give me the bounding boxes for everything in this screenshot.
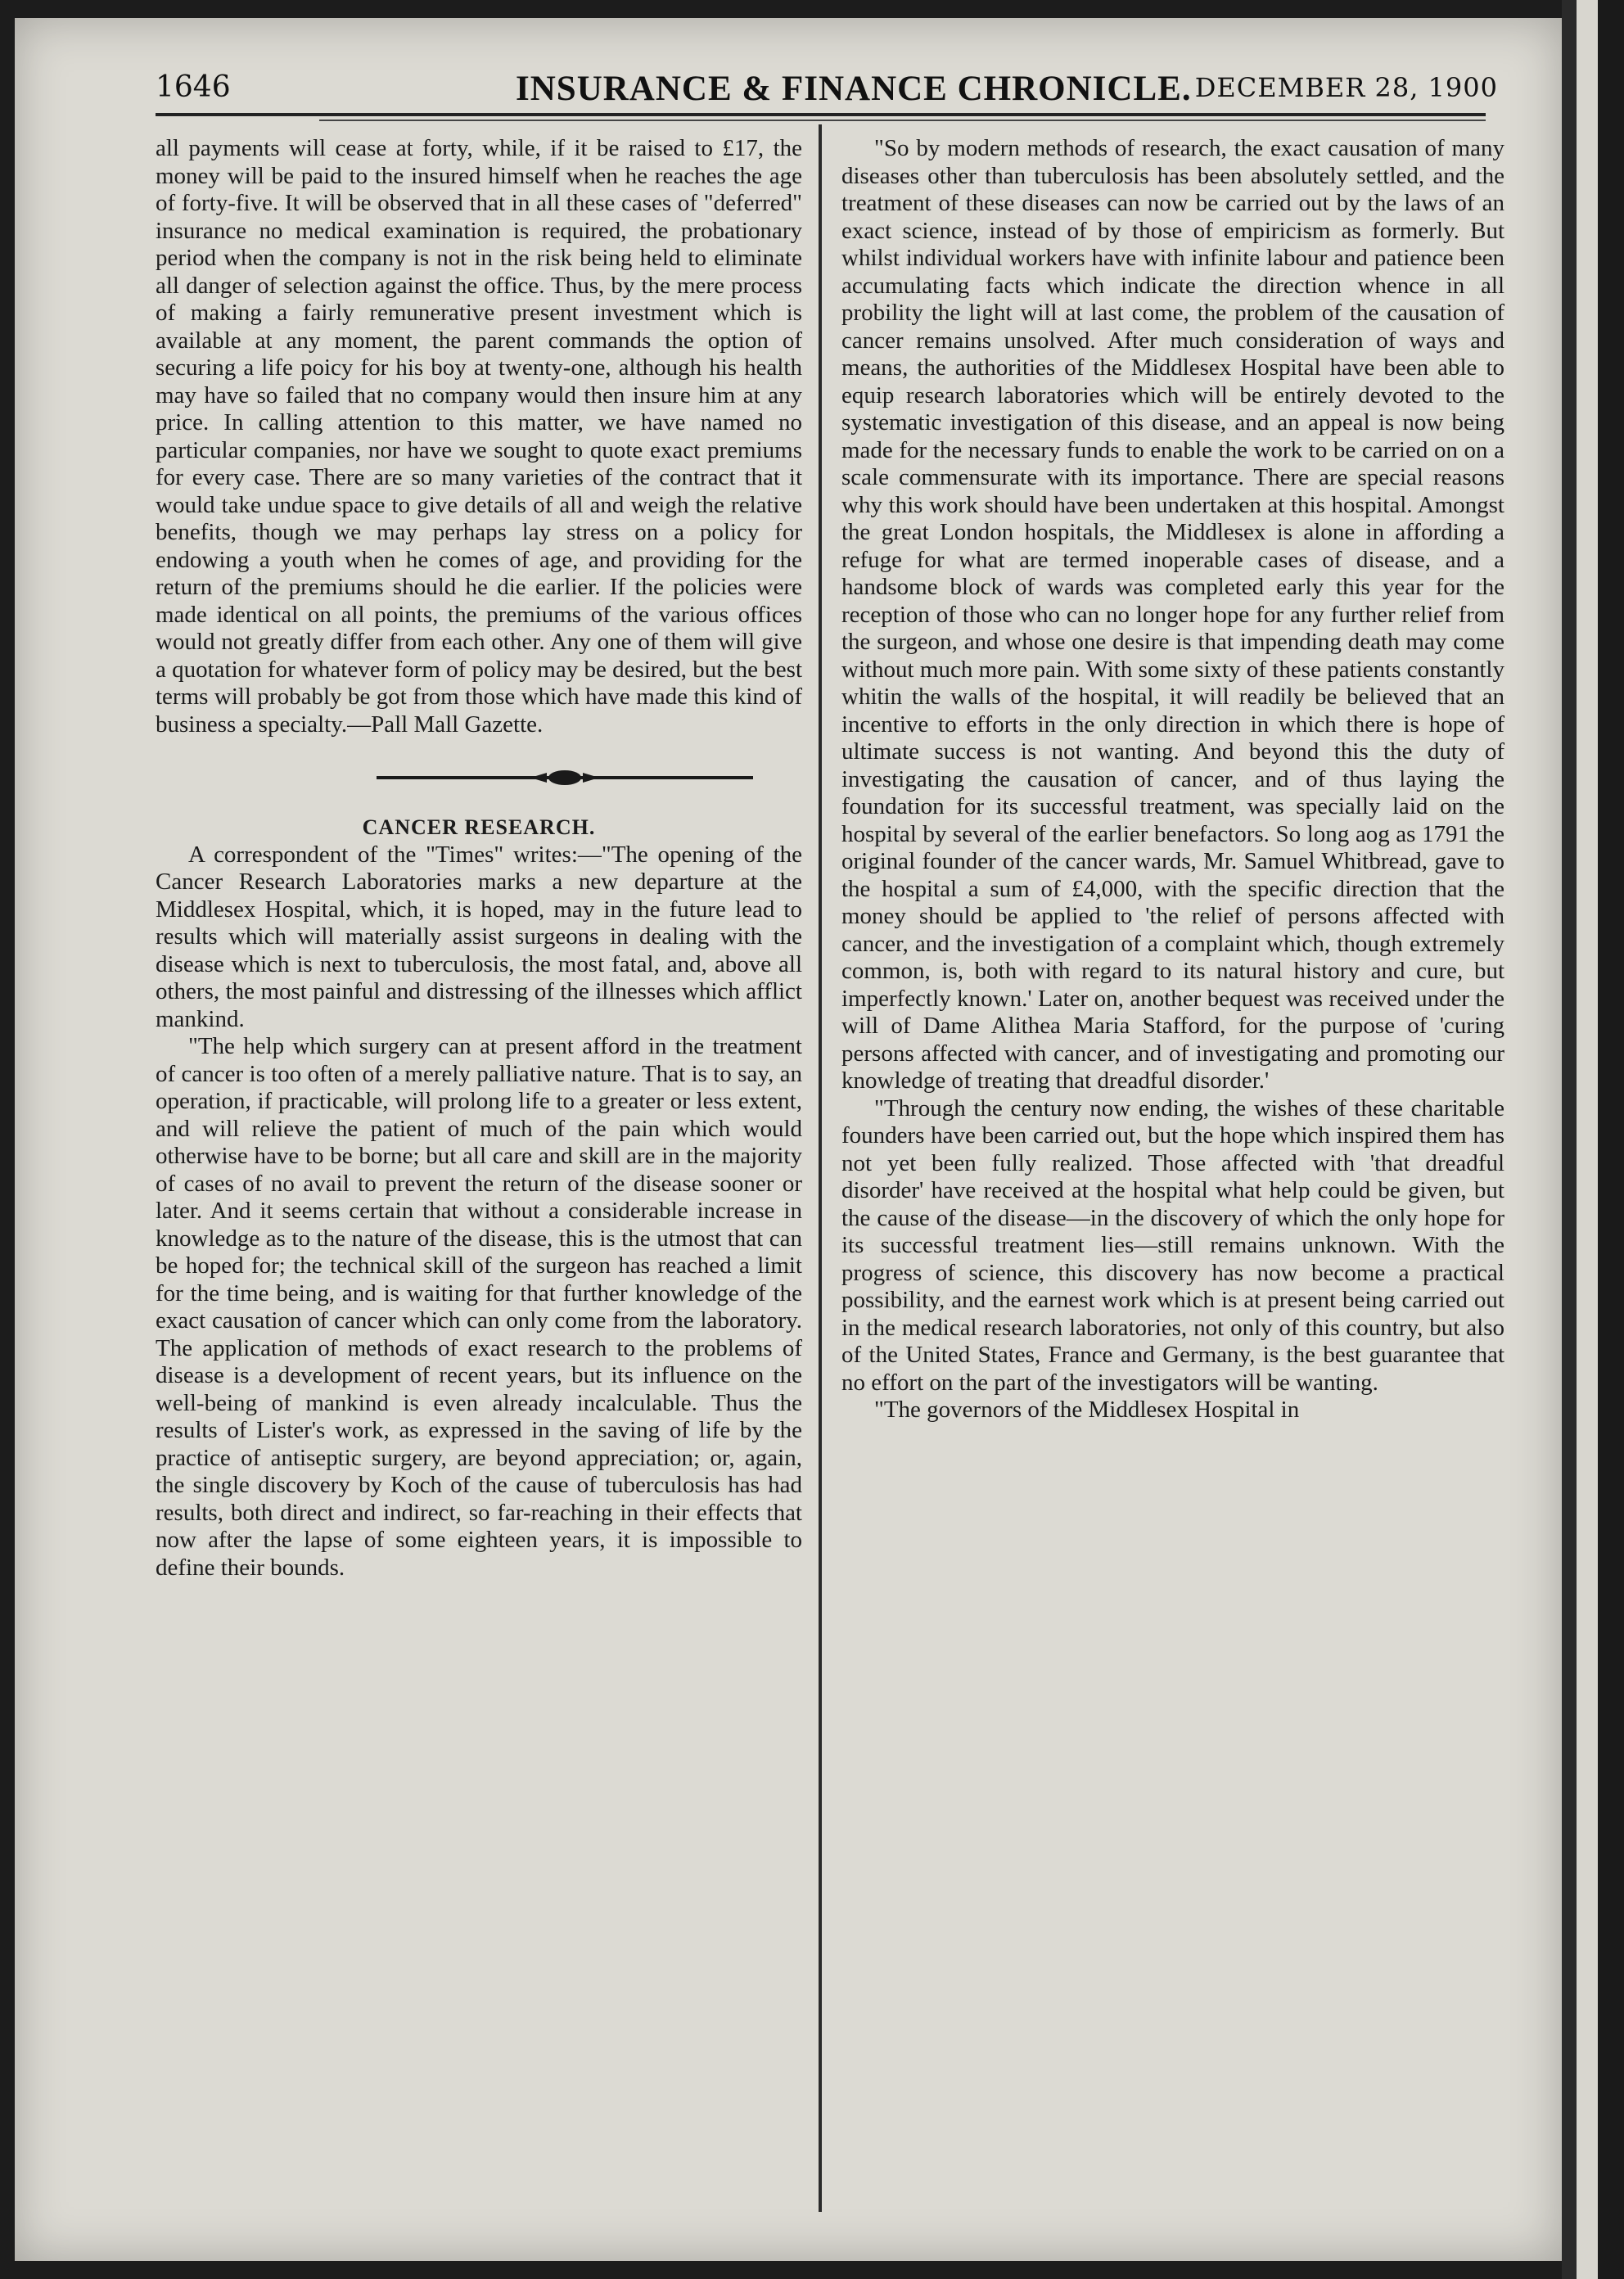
header-rule [156,113,1486,116]
ornament-icon [516,766,614,789]
right-column [841,135,1504,1424]
column-divider [819,124,822,2212]
paragraph: "Through the century now ending, the wishes of these charitable founders have been carried out, but the hope which inspired them has not yet been fully realized. Those affected with 'that dreadful disorder' have received at the hospital what help could be given, but the cause of the disease—in the discovery of which the only hope for its successful treatment lies—still remains unknown. With the progress of science, this discovery has now become a practical possibility, and the earnest work which is at present being carried out in the medical research laboratories, not only of this country, but also of the United States, France and Germany, is the best guarantee that no effort on the part of the investigators will be wanting. [841,1094,1504,1396]
paragraph: "The help which surgery can at present afford in the treatment of cancer is too often of a merely palliative nature. That is to say, an operation, if practicable, will prolong life to a greater or less extent, and will relieve the patient of much of the pain which would otherwise have to be borne; but all care and skill are in the majority of cases of no avail to prevent the return of the disease sooner or later. And it seems certain that without a considerable increase in knowledge as to the nature of the disease, this is the utmost that can be hoped for; the technical skill of the surgeon has reached a limit for the time being, and is waiting for that further knowledge of the exact causation of cancer which can only come from the laboratory. The application of methods of exact research to the problems of disease is a development of recent years, but its influence on the well-being of mankind is even already incalculable. Thus the results of Lister's work, as expressed in the saving of life by the practice of antiseptic surgery, are beyond appreciation; or, again, the single discovery by Koch of the cause of tuberculosis has had results, both direct and indirect, so far-reaching in their effects that now after the lapse of some eighteen years, it is impossible to define their bounds. [156,1033,802,1581]
issue-date: DECEMBER 28, 1900 [1194,72,1498,103]
page-number: 1646 [156,70,231,104]
paragraph: "So by modern methods of research, the exact causation of many diseases other than tuberculosis has been absolutely settled, and the treatment of these diseases can now be carried out by the laws of an exact science, instead of by those of empiricism as formerly. But whilst individual workers have with infinite labour and patience been accumulating facts which indicate the direction whence in all probility the light will at last come, the problem of the causation of cancer remains unsolved. After much consideration of ways and means, the authorities of the Middlesex Hospital have been able to equip research laboratories which will be entirely devoted to the systematic investigation of this disease, and an appeal is now being made for the necessary funds to enable the work to be carried on on a scale commensurate with its importance. There are special reasons why this work should have been undertaken at this hospital. Amongst the great London hospitals, the Middlesex is alone in affording a refuge for what are termed inoperable cases of disease, and a handsome block of wards was completed early this year for the reception of those who can no longer hope for any further relief from the surgeon, and whose one desire is that impending death may come without much more pain. With some sixty of these patients constantly whitin the walls of the hospital, it will readily be believed that an incentive to efforts in the only direction in which there is hope of ultimate success is not wanting. And beyond this the duty of investigating the causation of cancer, and of thus laying the foundation for its successful treatment, was specially laid on the hospital by several of the earlier benefactors. So long aog as 1791 the original founder of the cancer wards, Mr. Samuel Whitbread, gave to the hospital a sum of £4,000, with the specific direction that the money should be applied to 'the relief of persons affected with cancer, and the investigation of a complaint which, though extremely common, is, both with regard to its natural history and cure, but imperfectly known.' Later on, another bequest was received under the will of Dame Alithea Maria Stafford, for the purpose of 'curing persons affected with cancer, and of investigating and promoting our knowledge of treating that dreadful disorder.' [841,135,1504,1094]
section-ornament [156,761,802,794]
paragraph: all payments will cease at forty, while, if it be raised to £17, the money will be paid to the insured himself when he reaches the age of forty-five. It will be observed that in all these cases of "deferred" insurance no medical examination is required, the probationary period when the company is not in the risk being held to eliminate all danger of selection against the office. Thus, by the mere process of making a fairly remunerative present investment which is available at any moment, the parent commands the option of securing a life poicy for his boy at twenty-one, although his health may have so failed that no company would then insure him at any price. In calling attention to this matter, we have named no particular companies, nor have we sought to quote exact premiums for every case. There are so many varieties of the contract that it would take undue space to give details of all and weigh the relative benefits, though we may perhaps lay stress on a policy for endowing a youth when he comes of age, and providing for the return of the premiums should he die earlier. If the policies were made identical on all points, the premiums of the various offices would not greatly differ from each other. Any one of them will give a quotation for whatever form of policy may be desired, but the best terms will probably be got from those which have made this kind of business a specialty.—Pall Mall Gazette. [156,135,803,738]
paragraph: A correspondent of the "Times" writes:—"The opening of the Cancer Research Laboratories marks a new departure at the Middlesex Hospital, which, it is hoped, may in the future lead to results which will materially assist surgeons in dealing with the disease which is next to tuberculosis, the most fatal, and, above all others, the most painful and distressing of the illnesses which afflict mankind. [156,841,802,1032]
page-header [156,64,1498,113]
left-column [156,135,802,1582]
header-rule-thin [319,120,1486,121]
article-heading: CANCER RESEARCH. [362,815,596,839]
publication-title: INSURANCE & FINANCE CHRONICLE. [516,70,1192,108]
adjacent-page-edge [1562,0,1624,2279]
paragraph: "The governors of the Middlesex Hospital in [874,1397,1300,1423]
